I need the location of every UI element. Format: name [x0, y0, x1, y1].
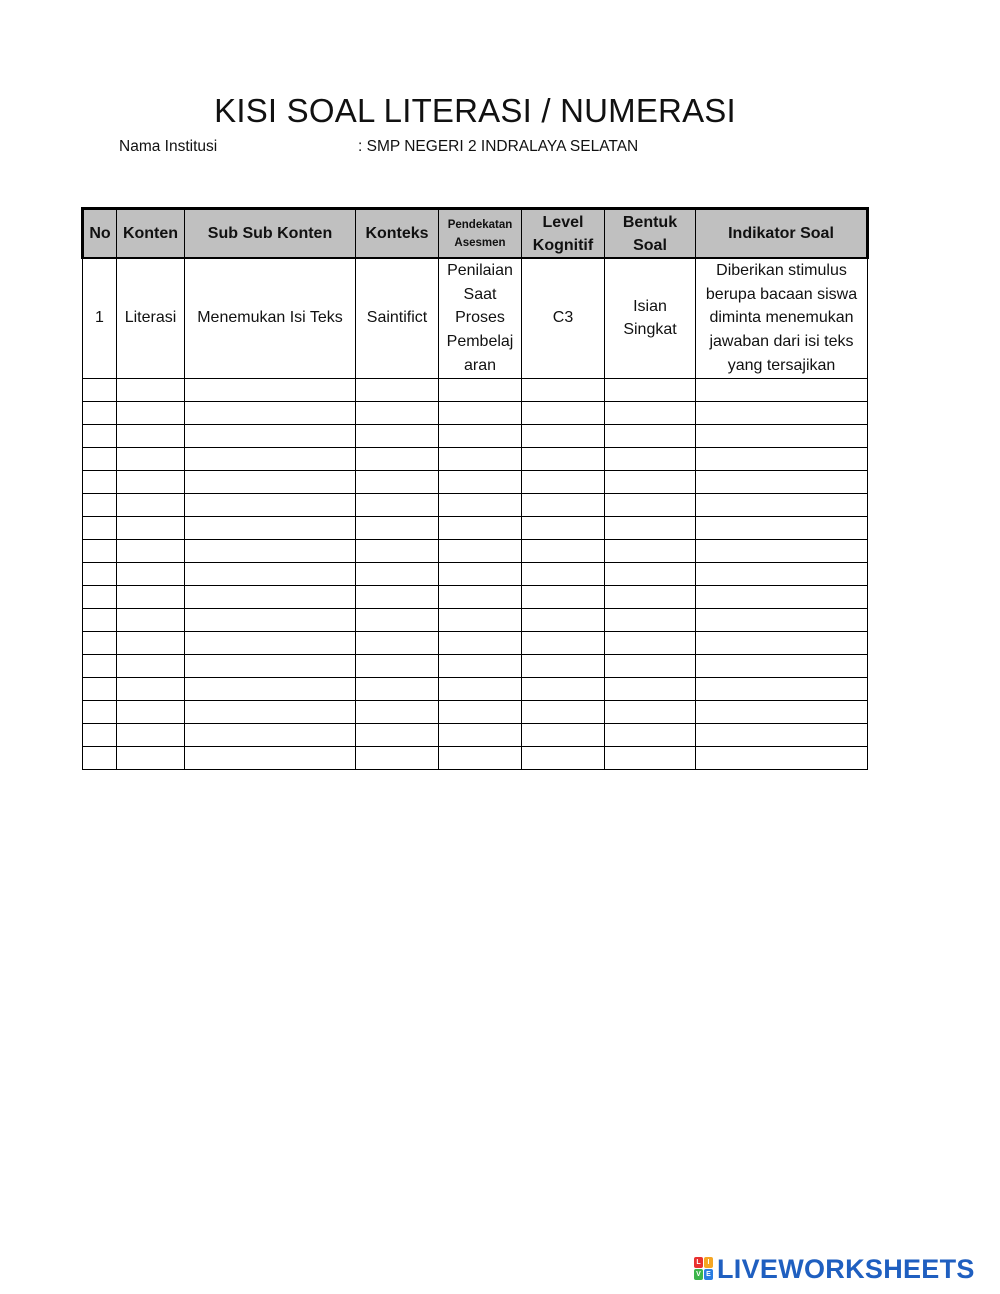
cell-pendekatan-line: Proses [455, 309, 505, 327]
table-row-empty [83, 470, 868, 493]
cell-konten: Literasi [117, 258, 185, 378]
table-cell-empty [522, 470, 605, 493]
table-cell-empty [605, 378, 696, 401]
table-row-empty [83, 516, 868, 539]
table-row-empty [83, 746, 868, 769]
table-cell-empty [117, 493, 185, 516]
table-cell-empty [522, 585, 605, 608]
cell-pendekatan-line: aran [463, 356, 497, 374]
table-cell-empty [185, 539, 356, 562]
table-cell-empty [117, 562, 185, 585]
table-cell-empty [696, 562, 868, 585]
table-cell-empty [83, 608, 117, 631]
table-cell-empty [117, 700, 185, 723]
header-konteks: Konteks [356, 209, 439, 259]
table-cell-empty [83, 378, 117, 401]
cell-indikator-line: berupa bacaan siswa [705, 285, 858, 303]
table-cell-empty [356, 539, 439, 562]
table-cell-empty [117, 470, 185, 493]
table-row-empty [83, 539, 868, 562]
table-cell-empty [117, 677, 185, 700]
table-cell-empty [605, 539, 696, 562]
table-row-empty [83, 608, 868, 631]
table-cell-empty [356, 470, 439, 493]
table-cell-empty [185, 700, 356, 723]
table-cell-empty [356, 447, 439, 470]
table-cell-empty [83, 585, 117, 608]
cell-konteks: Saintifict [356, 258, 439, 378]
table-cell-empty [356, 562, 439, 585]
institution-value: : SMP NEGERI 2 INDRALAYA SELATAN [358, 138, 639, 155]
table-cell-empty [522, 723, 605, 746]
table-cell-empty [83, 562, 117, 585]
table-cell-empty [117, 516, 185, 539]
cell-indikator-soal [696, 258, 868, 378]
table-cell-empty [605, 562, 696, 585]
table-cell-empty [605, 677, 696, 700]
cell-pendekatan-line: Penilaian [447, 262, 513, 279]
table-cell-empty [696, 746, 868, 769]
table-cell-empty [696, 378, 868, 401]
table-row-empty [83, 493, 868, 516]
table-cell-empty [605, 424, 696, 447]
liveworksheets-logo [694, 1255, 975, 1283]
table-cell-empty [356, 677, 439, 700]
table-cell-empty [439, 378, 522, 401]
table-cell-empty [356, 746, 439, 769]
table-cell-empty [83, 447, 117, 470]
header-level-line2: Kognitif [532, 236, 594, 254]
table-cell-empty [117, 723, 185, 746]
table-cell-empty [117, 631, 185, 654]
table-cell-empty [185, 654, 356, 677]
table-cell-empty [117, 539, 185, 562]
table-cell-empty [356, 608, 439, 631]
cell-indikator-line: Diberikan stimulus [716, 262, 847, 279]
table-cell-empty [605, 493, 696, 516]
table-cell-empty [117, 447, 185, 470]
header-level-kognitif [522, 209, 605, 259]
cell-pendekatan [439, 258, 522, 378]
table-cell-empty [83, 654, 117, 677]
table-cell-empty [605, 447, 696, 470]
cell-pendekatan-line: Pembelaj [446, 333, 514, 351]
table-cell-empty [605, 401, 696, 424]
table-cell-empty [439, 516, 522, 539]
header-level-line1: Level [542, 213, 584, 231]
table-cell-empty [522, 746, 605, 769]
table-cell-empty [185, 424, 356, 447]
table-row-empty [83, 654, 868, 677]
table-cell-empty [117, 378, 185, 401]
table-row-empty [83, 723, 868, 746]
table-cell-empty [522, 677, 605, 700]
table-cell-empty [185, 723, 356, 746]
table-cell-empty [83, 631, 117, 654]
cell-indikator-line: yang tersajikan [727, 356, 836, 374]
table-cell-empty [696, 539, 868, 562]
table-cell-empty [696, 401, 868, 424]
table-cell-empty [185, 516, 356, 539]
table-row-empty [83, 631, 868, 654]
table-cell-empty [439, 401, 522, 424]
table-cell-empty [522, 631, 605, 654]
table-cell-empty [356, 516, 439, 539]
table-cell-empty [439, 700, 522, 723]
table-cell-empty [696, 424, 868, 447]
table-cell-empty [185, 493, 356, 516]
table-cell-empty [439, 608, 522, 631]
kisi-soal-table [81, 207, 869, 770]
table-cell-empty [522, 447, 605, 470]
table-cell-empty [696, 447, 868, 470]
table-cell-empty [696, 700, 868, 723]
table-cell-empty [185, 401, 356, 424]
cell-level-kognitif: C3 [522, 258, 605, 378]
table-cell-empty [83, 723, 117, 746]
table-cell-empty [439, 677, 522, 700]
table-cell-empty [439, 539, 522, 562]
table-cell-empty [439, 746, 522, 769]
table-cell-empty [356, 723, 439, 746]
table-row-empty [83, 378, 868, 401]
table-cell-empty [117, 585, 185, 608]
table-cell-empty [439, 631, 522, 654]
table-cell-empty [696, 631, 868, 654]
institution-label: Nama Institusi [119, 138, 218, 155]
table-cell-empty [522, 378, 605, 401]
header-no: No [83, 209, 117, 259]
cell-pendekatan-line: Saat [463, 285, 497, 303]
table-cell-empty [522, 493, 605, 516]
cell-indikator-line: jawaban dari isi teks [709, 333, 854, 351]
table-cell-empty [696, 677, 868, 700]
table-cell-empty [605, 516, 696, 539]
table-cell-empty [83, 700, 117, 723]
table-cell-empty [439, 447, 522, 470]
table-cell-empty [522, 424, 605, 447]
header-sub-sub-konten: Sub Sub Konten [185, 209, 356, 259]
table-row-empty [83, 447, 868, 470]
table-cell-empty [356, 700, 439, 723]
table-cell-empty [439, 585, 522, 608]
table-cell-empty [522, 700, 605, 723]
liveworksheets-logo-text: LIVEWORKSHEETS [717, 1253, 975, 1284]
table-cell-empty [356, 424, 439, 447]
table-cell-empty [696, 493, 868, 516]
header-pendekatan-line1: Pendekatan [447, 218, 513, 231]
header-bentuk-line1: Bentuk [622, 213, 678, 231]
cell-sub-sub-konten: Menemukan Isi Teks [185, 258, 356, 378]
table-row-empty [83, 700, 868, 723]
table-cell-empty [83, 746, 117, 769]
table-cell-empty [185, 585, 356, 608]
cell-bentuk-line: Isian [633, 297, 667, 315]
header-pendekatan-asesmen [439, 209, 522, 259]
table-cell-empty [117, 654, 185, 677]
table-cell-empty [356, 631, 439, 654]
table-cell-empty [439, 562, 522, 585]
table-cell-empty [185, 631, 356, 654]
table-cell-empty [83, 424, 117, 447]
table-cell-empty [439, 493, 522, 516]
table-cell-empty [83, 516, 117, 539]
table-cell-empty [185, 470, 356, 493]
table-cell-empty [117, 746, 185, 769]
table-cell-empty [605, 585, 696, 608]
header-bentuk-soal [605, 209, 696, 259]
table-cell-empty [83, 470, 117, 493]
table-cell-empty [439, 654, 522, 677]
table-cell-empty [696, 608, 868, 631]
table-cell-empty [356, 654, 439, 677]
table-row [83, 258, 868, 378]
table-cell-empty [605, 631, 696, 654]
table-cell-empty [356, 493, 439, 516]
table-cell-empty [83, 401, 117, 424]
table-cell-empty [605, 723, 696, 746]
page-title: KISI SOAL LITERASI / NUMERASI [214, 92, 736, 129]
table-cell-empty [356, 585, 439, 608]
table-row-empty [83, 424, 868, 447]
table-cell-empty [185, 562, 356, 585]
table-cell-empty [605, 470, 696, 493]
table-cell-empty [522, 516, 605, 539]
table-cell-empty [605, 608, 696, 631]
table-cell-empty [605, 746, 696, 769]
cell-indikator-line: diminta menemukan [709, 309, 854, 327]
table-cell-empty [83, 493, 117, 516]
table-cell-empty [522, 608, 605, 631]
table-cell-empty [83, 677, 117, 700]
table-cell-empty [696, 516, 868, 539]
table-cell-empty [696, 654, 868, 677]
table-cell-empty [356, 378, 439, 401]
table-cell-empty [117, 608, 185, 631]
table-cell-empty [696, 470, 868, 493]
table-row-empty [83, 585, 868, 608]
table-cell-empty [522, 654, 605, 677]
cell-no: 1 [83, 258, 117, 378]
table-cell-empty [439, 424, 522, 447]
cell-bentuk-soal [605, 258, 696, 378]
table-cell-empty [696, 723, 868, 746]
table-cell-empty [185, 447, 356, 470]
table-cell-empty [605, 654, 696, 677]
liveworksheets-logo-icon: L I V E [694, 1257, 714, 1281]
table-cell-empty [117, 401, 185, 424]
header-indikator-soal: Indikator Soal [696, 209, 868, 259]
table-cell-empty [185, 746, 356, 769]
table-cell-empty [185, 677, 356, 700]
table-cell-empty [185, 608, 356, 631]
header-bentuk-line2: Soal [633, 236, 667, 254]
header-pendekatan-line2: Asesmen [454, 236, 506, 249]
table-cell-empty [83, 539, 117, 562]
table-cell-empty [522, 539, 605, 562]
table-row-empty [83, 677, 868, 700]
header-konten: Konten [117, 209, 185, 259]
table-header-row [83, 209, 868, 259]
table-cell-empty [522, 401, 605, 424]
table-row-empty [83, 401, 868, 424]
table-cell-empty [439, 470, 522, 493]
table-cell-empty [696, 585, 868, 608]
table-cell-empty [356, 401, 439, 424]
cell-bentuk-line: Singkat [623, 321, 677, 339]
table-cell-empty [117, 424, 185, 447]
table-cell-empty [522, 562, 605, 585]
table-cell-empty [439, 723, 522, 746]
table-cell-empty [185, 378, 356, 401]
table-row-empty [83, 562, 868, 585]
table-cell-empty [605, 700, 696, 723]
